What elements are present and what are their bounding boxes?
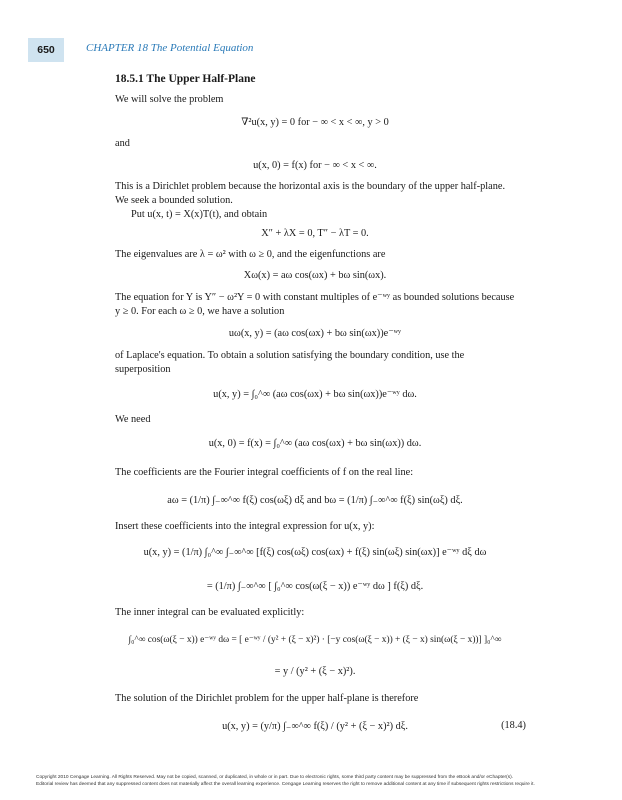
paragraph: The eigenvalues are λ = ω² with ω ≥ 0, and the eigenfunctions are (115, 249, 386, 260)
equation: aω = (1/π) ∫₋∞^∞ f(ξ) cos(ωξ) dξ and bω = (1/π) ∫₋∞^∞ f(ξ) sin(ωξ) dξ. (167, 495, 463, 506)
equation: ∇²u(x, y) = 0 for − ∞ < x < ∞, y > 0 (241, 117, 389, 128)
paragraph: The solution of the Dirichlet problem for the upper half-plane is therefore (115, 693, 419, 704)
equation: = y / (y² + (ξ − x)²). (274, 666, 356, 677)
paragraph: We need (115, 414, 151, 425)
page-number: 650 (28, 38, 64, 62)
equation: u(x, 0) = f(x) = ∫₀^∞ (aω cos(ωx) + bω sin(ωx)) dω. (208, 438, 422, 449)
equation-number: (18.4) (501, 720, 526, 731)
equation: uω(x, y) = (aω cos(ωx) + bω sin(ωx))e⁻ʷʸ (228, 328, 402, 339)
section-title: 18.5.1 The Upper Half-Plane (115, 73, 256, 85)
equation: u(x, 0) = f(x) for − ∞ < x < ∞. (253, 160, 377, 171)
equation: X″ + λX = 0, T″ − λT = 0. (261, 228, 369, 239)
equation: ∫₀^∞ cos(ω(ξ − x)) e⁻ʷʸ dω = [ e⁻ʷʸ / (y² + (ξ − x)²) · [−y cos(ω(ξ − x)) + (ξ − x) sin(ω(ξ − x))] ]₀^∞ (128, 635, 502, 645)
equation: u(x, y) = ∫₀^∞ (aω cos(ωx) + bω sin(ωx))e⁻ʷʸ dω. (213, 389, 417, 400)
copyright-line: Copyright 2010 Cengage Learning. All Rights Reserved. May not be copied, scanned, or duplicated, in whole or in part. Due to electronic rights, some third party content may be suppressed from the eBook and/or eChapter(s). (36, 775, 514, 780)
paragraph: of Laplace's equation. To obtain a solution satisfying the boundary condition, use the superposition (115, 350, 465, 375)
running-head: CHAPTER 18 The Potential Equation (86, 42, 254, 54)
paragraph: Put u(x, t) = X(x)T(t), and obtain (131, 209, 268, 220)
equation: u(x, y) = (y/π) ∫₋∞^∞ f(ξ) / (y² + (ξ − x)²) dξ. (222, 721, 408, 732)
paragraph: The equation for Y is Y″ − ω²Y = 0 with constant multiples of e⁻ʷʸ as bounded solutions because y ≥ 0. For each ω ≥ 0, we have a solution (115, 292, 515, 317)
equation: Xω(x) = aω cos(ωx) + bω sin(ωx). (243, 270, 387, 281)
paragraph: We will solve the problem (115, 94, 224, 105)
paragraph: The coefficients are the Fourier integral coefficients of f on the real line: (115, 467, 414, 478)
paragraph: The inner integral can be evaluated explicitly: (115, 607, 305, 618)
equation: u(x, y) = (1/π) ∫₀^∞ ∫₋∞^∞ [f(ξ) cos(ωξ) cos(ωx) + f(ξ) sin(ωξ) sin(ωx)] e⁻ʷʸ dξ dω (143, 547, 487, 558)
paragraph: and (115, 138, 130, 149)
equation: = (1/π) ∫₋∞^∞ [ ∫₀^∞ cos(ω(ξ − x)) e⁻ʷʸ dω ] f(ξ) dξ. (206, 581, 424, 592)
copyright-line: Editorial review has deemed that any suppressed content does not materially affect the overall learning experience. Cengage Learning reserves the right to remove additional content at any time if subsequent rights restrictions require it. (36, 782, 535, 787)
paragraph: Insert these coefficients into the integral expression for u(x, y): (115, 521, 375, 532)
paragraph: This is a Dirichlet problem because the horizontal axis is the boundary of the upper half-plane. We seek a bounded solution. (115, 181, 506, 206)
